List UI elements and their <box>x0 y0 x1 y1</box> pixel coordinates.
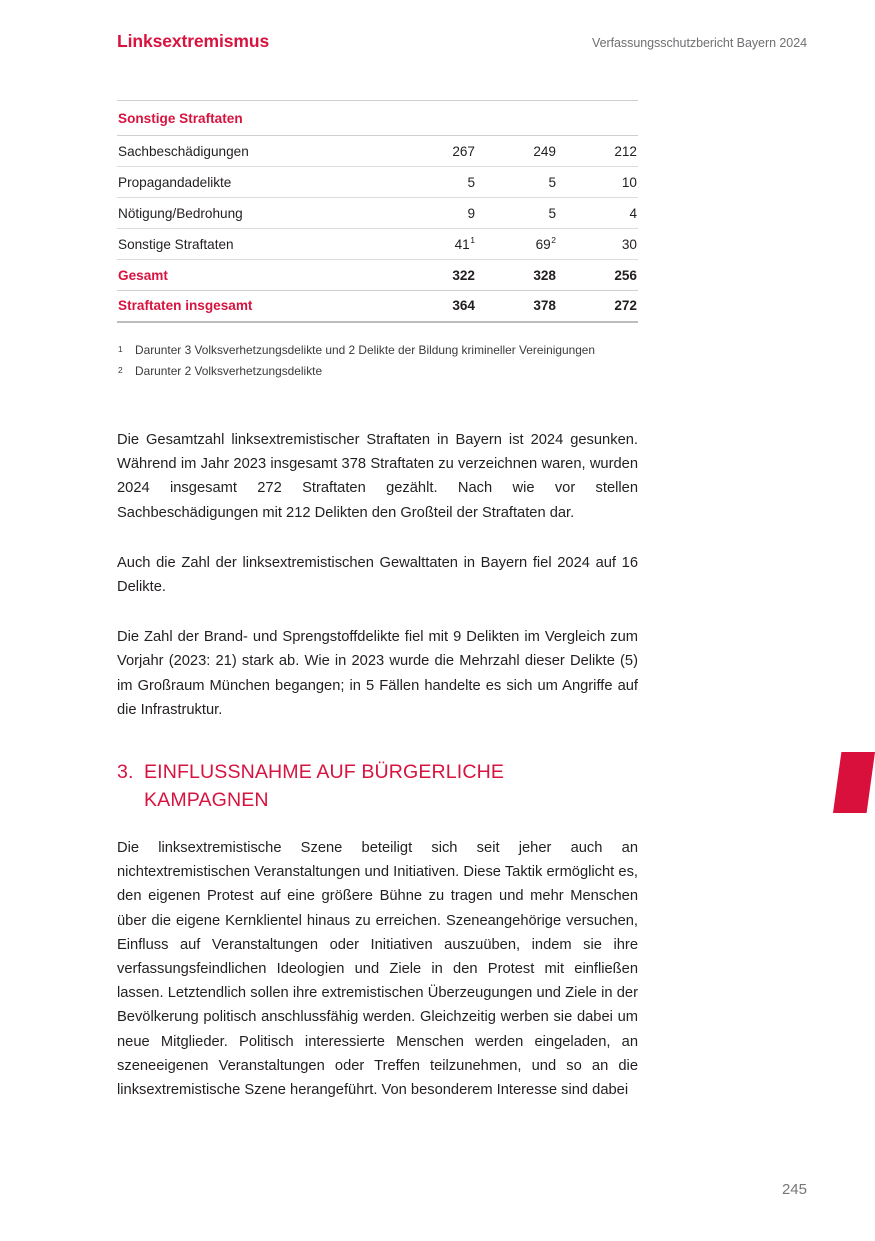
row-value-col1: 267 <box>395 136 476 167</box>
footnote-item <box>117 340 643 361</box>
offences-statistics-table <box>117 100 638 323</box>
table-grand-total-row <box>117 291 638 322</box>
row-value-col3: 10 <box>557 167 638 198</box>
table-row <box>117 198 638 229</box>
section-heading-line2: KAMPAGNEN <box>144 789 269 812</box>
chapter-tab-marker-icon <box>833 752 875 813</box>
footnote-text: Darunter 3 Volksverhetzungsdelikte und 2 Delikte der Bildung krimineller Vereinigungen <box>135 343 596 357</box>
footnote-marker: 2 <box>118 365 123 375</box>
table-section-header-col1 <box>395 101 476 136</box>
table-row <box>117 229 638 260</box>
total-value-col2: 328 <box>476 260 557 291</box>
grand-total-value-col2: 378 <box>476 291 557 322</box>
table-row <box>117 167 638 198</box>
row-value-col1-number: 41 <box>454 236 470 252</box>
row-value-col2: 5 <box>476 198 557 229</box>
footnotes-block <box>117 340 643 382</box>
total-value-col3: 256 <box>557 260 638 291</box>
paragraph-3: Die Zahl der Brand- und Sprengstoffdelikte fiel mit 9 Delikten im Vergleich zum Vorjahr (2023: 21) stark ab. Wie in 2023 wurde die Mehrzahl dieser Delikte (5) im Großraum München begangen; in 5 Fällen handelte es sich um Angriffe auf die Infrastruktur. <box>117 629 638 718</box>
report-title: Verfassungsschutzbericht Bayern 2024 <box>592 36 807 50</box>
paragraph-2: Auch die Zahl der linksextremistischen Gewalttaten in Bayern fiel 2024 auf 16 Delikte. <box>117 554 638 596</box>
table-row <box>117 136 638 167</box>
row-value-col1: 5 <box>395 167 476 198</box>
table-section-header-label: Sonstige Straftaten <box>117 101 395 136</box>
paragraph-4: Die linksextremistische Szene beteiligt sich seit jeher auch an nichtextremistischen Veranstaltungen und Initiativen. Diese Taktik ermöglicht es, den eigenen Protest auf eine größere Bühne zu tragen und mehr Menschen über die eigene Kernklientel hinaus zu erreichen. Szeneangehörige versuchen, Einfluss auf Veranstaltungen oder Initiativen auszuüben, indem sie ihre verfassungsfeindlichen Ideologien und Ziele in den Protest mit einfließen lassen. Letztendlich sollen ihre extremistischen Überzeugungen und Ziele in der Bevölkerung politisch anschlussfähig werden. Gleichzeitig werben sie dabei um neue Mitglieder. Politisch interessierte Menschen werden eingeladen, an szeneeigenen Veranstaltungen oder Treffen teilzunehmen, und so an die linksextremistische Szene herangeführt. Von besonderem Interesse sind dabei <box>117 840 638 1099</box>
running-head <box>117 31 807 52</box>
row-value-col1: 9 <box>395 198 476 229</box>
footnote-ref-2: 2 <box>551 234 556 245</box>
row-value-col3: 212 <box>557 136 638 167</box>
row-value-col2: 249 <box>476 136 557 167</box>
page-number: 245 <box>781 1181 807 1198</box>
footnote-marker: 1 <box>118 344 123 354</box>
body-column <box>117 428 638 1102</box>
row-value-col2 <box>476 229 557 260</box>
table-section-header-col2 <box>476 101 557 136</box>
grand-total-value-col1: 364 <box>395 291 476 322</box>
row-value-col3: 30 <box>557 229 638 260</box>
row-label: Nötigung/Bedrohung <box>117 198 395 229</box>
section-heading <box>117 758 638 814</box>
total-value-col1: 322 <box>395 260 476 291</box>
row-label: Propagandadelikte <box>117 167 395 198</box>
row-label: Sonstige Straftaten <box>117 229 395 260</box>
grand-total-value-col3: 272 <box>557 291 638 322</box>
row-label: Sachbeschädigungen <box>117 136 395 167</box>
total-label: Gesamt <box>117 260 395 291</box>
table-section-header-col3 <box>557 101 638 136</box>
chapter-title: Linksextremismus <box>117 31 270 51</box>
paragraph-1: Die Gesamtzahl linksextremistischer Straftaten in Bayern ist 2024 gesunken. Während im Jahr 2023 insgesamt 378 Straftaten zu verzeichnen waren, wurden 2024 insgesamt 272 Straftaten gezählt. Nach wie vor stellen Sachbeschädigungen mit 212 Delikten den Großteil der Straftaten dar. <box>117 432 638 521</box>
section-heading-line1: EINFLUSSNAHME AUF BÜRGERLICHE <box>144 761 505 784</box>
section-number: 3. <box>117 761 134 784</box>
row-value-col1 <box>395 229 476 260</box>
footnote-ref-1: 1 <box>470 234 475 245</box>
table-section-header-row <box>117 101 638 136</box>
row-value-col3: 4 <box>557 198 638 229</box>
grand-total-label: Straftaten insgesamt <box>117 291 395 322</box>
footnote-text: Darunter 2 Volksverhetzungsdelikte <box>135 364 323 378</box>
table-total-row <box>117 260 638 291</box>
row-value-col2: 5 <box>476 167 557 198</box>
footnote-item <box>117 361 643 382</box>
row-value-col2-number: 69 <box>535 236 551 252</box>
